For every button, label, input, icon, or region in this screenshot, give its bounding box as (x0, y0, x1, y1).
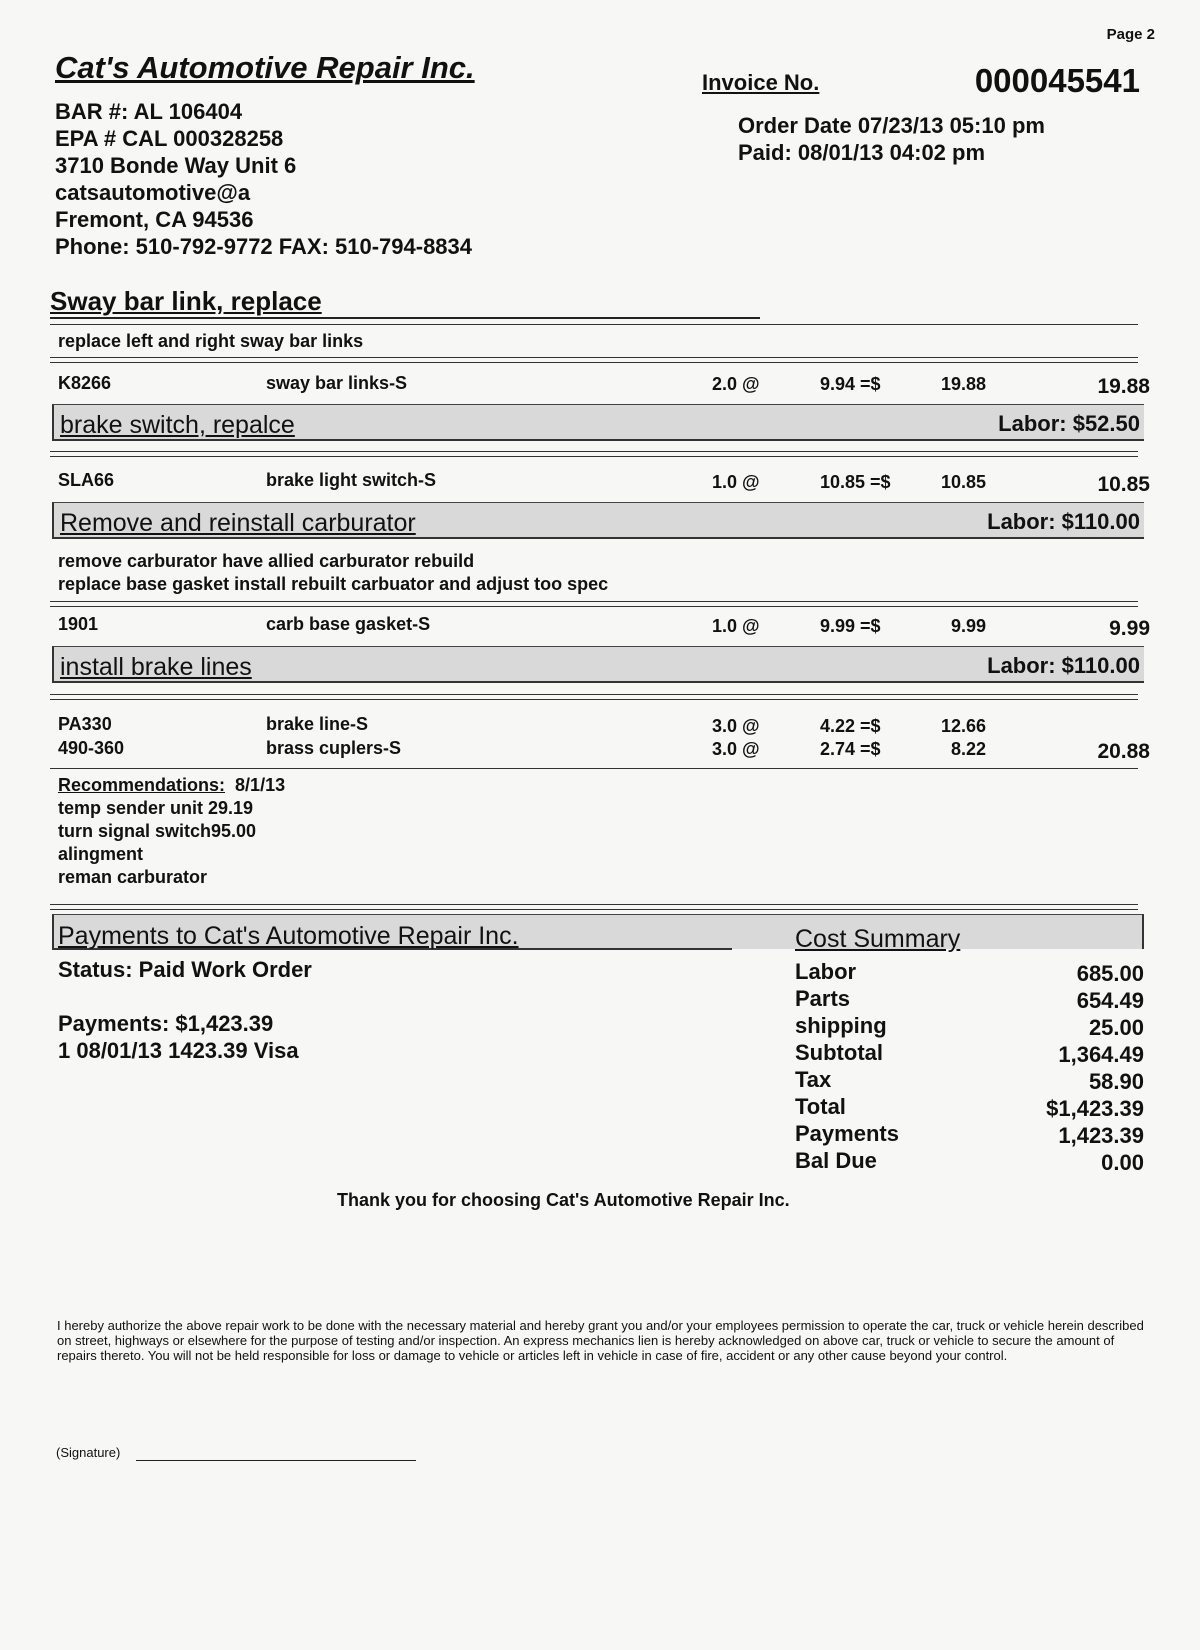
job-header-bar (52, 502, 1144, 539)
recommendation-item: turn signal switch95.00 (58, 821, 257, 841)
signature-line (136, 1460, 416, 1461)
payments-title: Payments to Cat's Automotive Repair Inc. (58, 922, 519, 950)
job-header-bar (52, 646, 1144, 683)
divider (50, 362, 1138, 363)
divider (50, 317, 760, 319)
parts-label: Parts (795, 986, 851, 1011)
email: catsautomotive@a (55, 180, 251, 205)
invoice-number: 000045541 (974, 62, 1140, 99)
page-number: Page 2 (1106, 26, 1155, 43)
tax-label: Tax (795, 1067, 832, 1092)
tax-value: 58.90 (1088, 1069, 1144, 1094)
job-total: 10.85 (1097, 473, 1150, 496)
paid-date: Paid: 08/01/13 04:02 pm (738, 140, 986, 165)
part-name: brass cuplers-S (266, 738, 402, 758)
part-price: 2.74 =$ (820, 739, 881, 759)
payment-status (58, 956, 312, 983)
signature-label: (Signature) (56, 1445, 121, 1460)
part-qty: 1.0 @ (712, 472, 760, 492)
order-date: Order Date 07/23/13 05:10 pm (738, 113, 1045, 138)
cost-summary-values (1046, 960, 1144, 1176)
cost-summary-labels (795, 958, 899, 1174)
part-price: 9.94 =$ (820, 374, 881, 394)
order-info (738, 112, 1045, 166)
part-code: 1901 (58, 614, 99, 634)
thank-you-note: Thank you for choosing Cat's Automotive Repair Inc. (337, 1190, 790, 1210)
part-extended: 19.88 (940, 374, 986, 394)
shipping-label: shipping (795, 1013, 887, 1038)
epa-number: EPA # CAL 000328258 (55, 126, 284, 151)
description-line: replace base gasket install rebuilt carbuator and adjust too spec (58, 574, 609, 594)
part-qty: 3.0 @ (712, 739, 760, 759)
part-extended: 10.85 (940, 472, 986, 492)
job-title: brake switch, repalce (60, 411, 295, 439)
company-name: Cat's Automotive Repair Inc. (55, 50, 475, 85)
bal-due-value: 0.00 (1101, 1150, 1144, 1175)
divider (50, 451, 1138, 452)
subtotal-value: 1,364.49 (1058, 1042, 1144, 1067)
recommendations-date: 8/1/13 (235, 775, 286, 795)
divider (50, 768, 1138, 769)
job-total: 20.88 (1097, 740, 1150, 763)
description-line: remove carburator have allied carburator rebuild (58, 551, 475, 571)
divider (50, 904, 1138, 905)
job-title: Remove and reinstall carburator (60, 509, 416, 537)
street-address: 3710 Bonde Way Unit 6 (55, 153, 297, 178)
divider (50, 324, 1138, 325)
divider (50, 601, 1138, 602)
divider (50, 606, 1138, 607)
part-price: 4.22 =$ (820, 716, 881, 736)
part-price: 9.99 =$ (820, 616, 881, 636)
divider (50, 699, 1138, 700)
part-extended: 8.22 (950, 739, 986, 759)
part-code: K8266 (58, 373, 112, 393)
labor-amount: Labor: $52.50 (998, 411, 1140, 436)
part-price: 10.85 =$ (820, 472, 891, 492)
part-qty: 1.0 @ (712, 616, 760, 636)
part-name: carb base gasket-S (266, 614, 431, 634)
subtotal-label: Subtotal (795, 1040, 883, 1065)
recommendation-item: temp sender unit 29.19 (58, 798, 254, 818)
part-qty: 2.0 @ (712, 374, 760, 394)
part-name: brake light switch-S (266, 470, 437, 490)
part-extended: 9.99 (950, 616, 986, 636)
invoice-label: Invoice No. (702, 70, 820, 95)
divider (50, 456, 1138, 457)
payments-label: Payments (795, 1121, 899, 1146)
part-code: PA330 (58, 714, 112, 734)
payment-line: 1 08/01/13 1423.39 Visa (58, 1038, 299, 1063)
job-header-bar (52, 404, 1144, 441)
divider (50, 357, 1138, 358)
part-name: sway bar links-S (266, 373, 408, 393)
part-extended: 12.66 (940, 716, 986, 736)
payments-total: Payments: $1,423.39 (58, 1011, 274, 1036)
labor-value: 685.00 (1076, 961, 1144, 986)
authorization-disclaimer: I hereby authorize the above repair work to be done with the necessary material and hereby grant you and/or your employees permission to operate the car, truck or vehicle herein described on street, highways or elsewhere for the purpose of testing and/or inspection. An express mechanics lien is hereby acknowledged on above car, truck or vehicle to secure the amount of repairs thereto. You will not be held responsible for loss or damage to vehicle or articles left in vehicle in case of fire, accident or any other cause beyond your control. (57, 1318, 1144, 1363)
part-qty: 3.0 @ (712, 716, 760, 736)
part-code: 490-360 (58, 738, 125, 758)
payments-detail (58, 1010, 299, 1064)
job-title: install brake lines (60, 653, 252, 681)
job-total: 19.88 (1097, 375, 1150, 398)
phone-fax: Phone: 510-792-9772 FAX: 510-794-8834 (55, 234, 473, 259)
bar-number: BAR #: AL 106404 (55, 99, 243, 124)
job-title: Sway bar link, replace (50, 286, 322, 316)
status-text: Status: Paid Work Order (58, 957, 312, 982)
job-description (58, 550, 608, 596)
job-description (58, 330, 363, 353)
divider (50, 909, 1138, 910)
total-label: Total (795, 1094, 846, 1119)
total-value: $1,423.39 (1046, 1096, 1144, 1121)
description-line: replace left and right sway bar links (58, 331, 364, 351)
labor-amount: Labor: $110.00 (987, 509, 1140, 534)
labor-label: Labor (795, 959, 857, 984)
part-name: brake line-S (266, 714, 369, 734)
divider (50, 694, 1138, 695)
city-state-zip: Fremont, CA 94536 (55, 207, 254, 232)
recommendation-item: alingment (58, 844, 144, 864)
recommendation-item: reman carburator (58, 867, 208, 887)
job-total: 9.99 (1109, 617, 1150, 640)
part-code: SLA66 (58, 470, 115, 490)
recommendations-label: Recommendations: (58, 775, 226, 795)
cost-summary-title: Cost Summary (795, 925, 961, 953)
shipping-value: 25.00 (1088, 1015, 1144, 1040)
recommendations-header (58, 774, 285, 797)
recommendations (58, 774, 285, 889)
parts-value: 654.49 (1076, 988, 1144, 1013)
company-header (55, 50, 475, 260)
payments-value: 1,423.39 (1058, 1123, 1144, 1148)
labor-amount: Labor: $110.00 (987, 653, 1140, 678)
bal-due-label: Bal Due (795, 1148, 877, 1173)
